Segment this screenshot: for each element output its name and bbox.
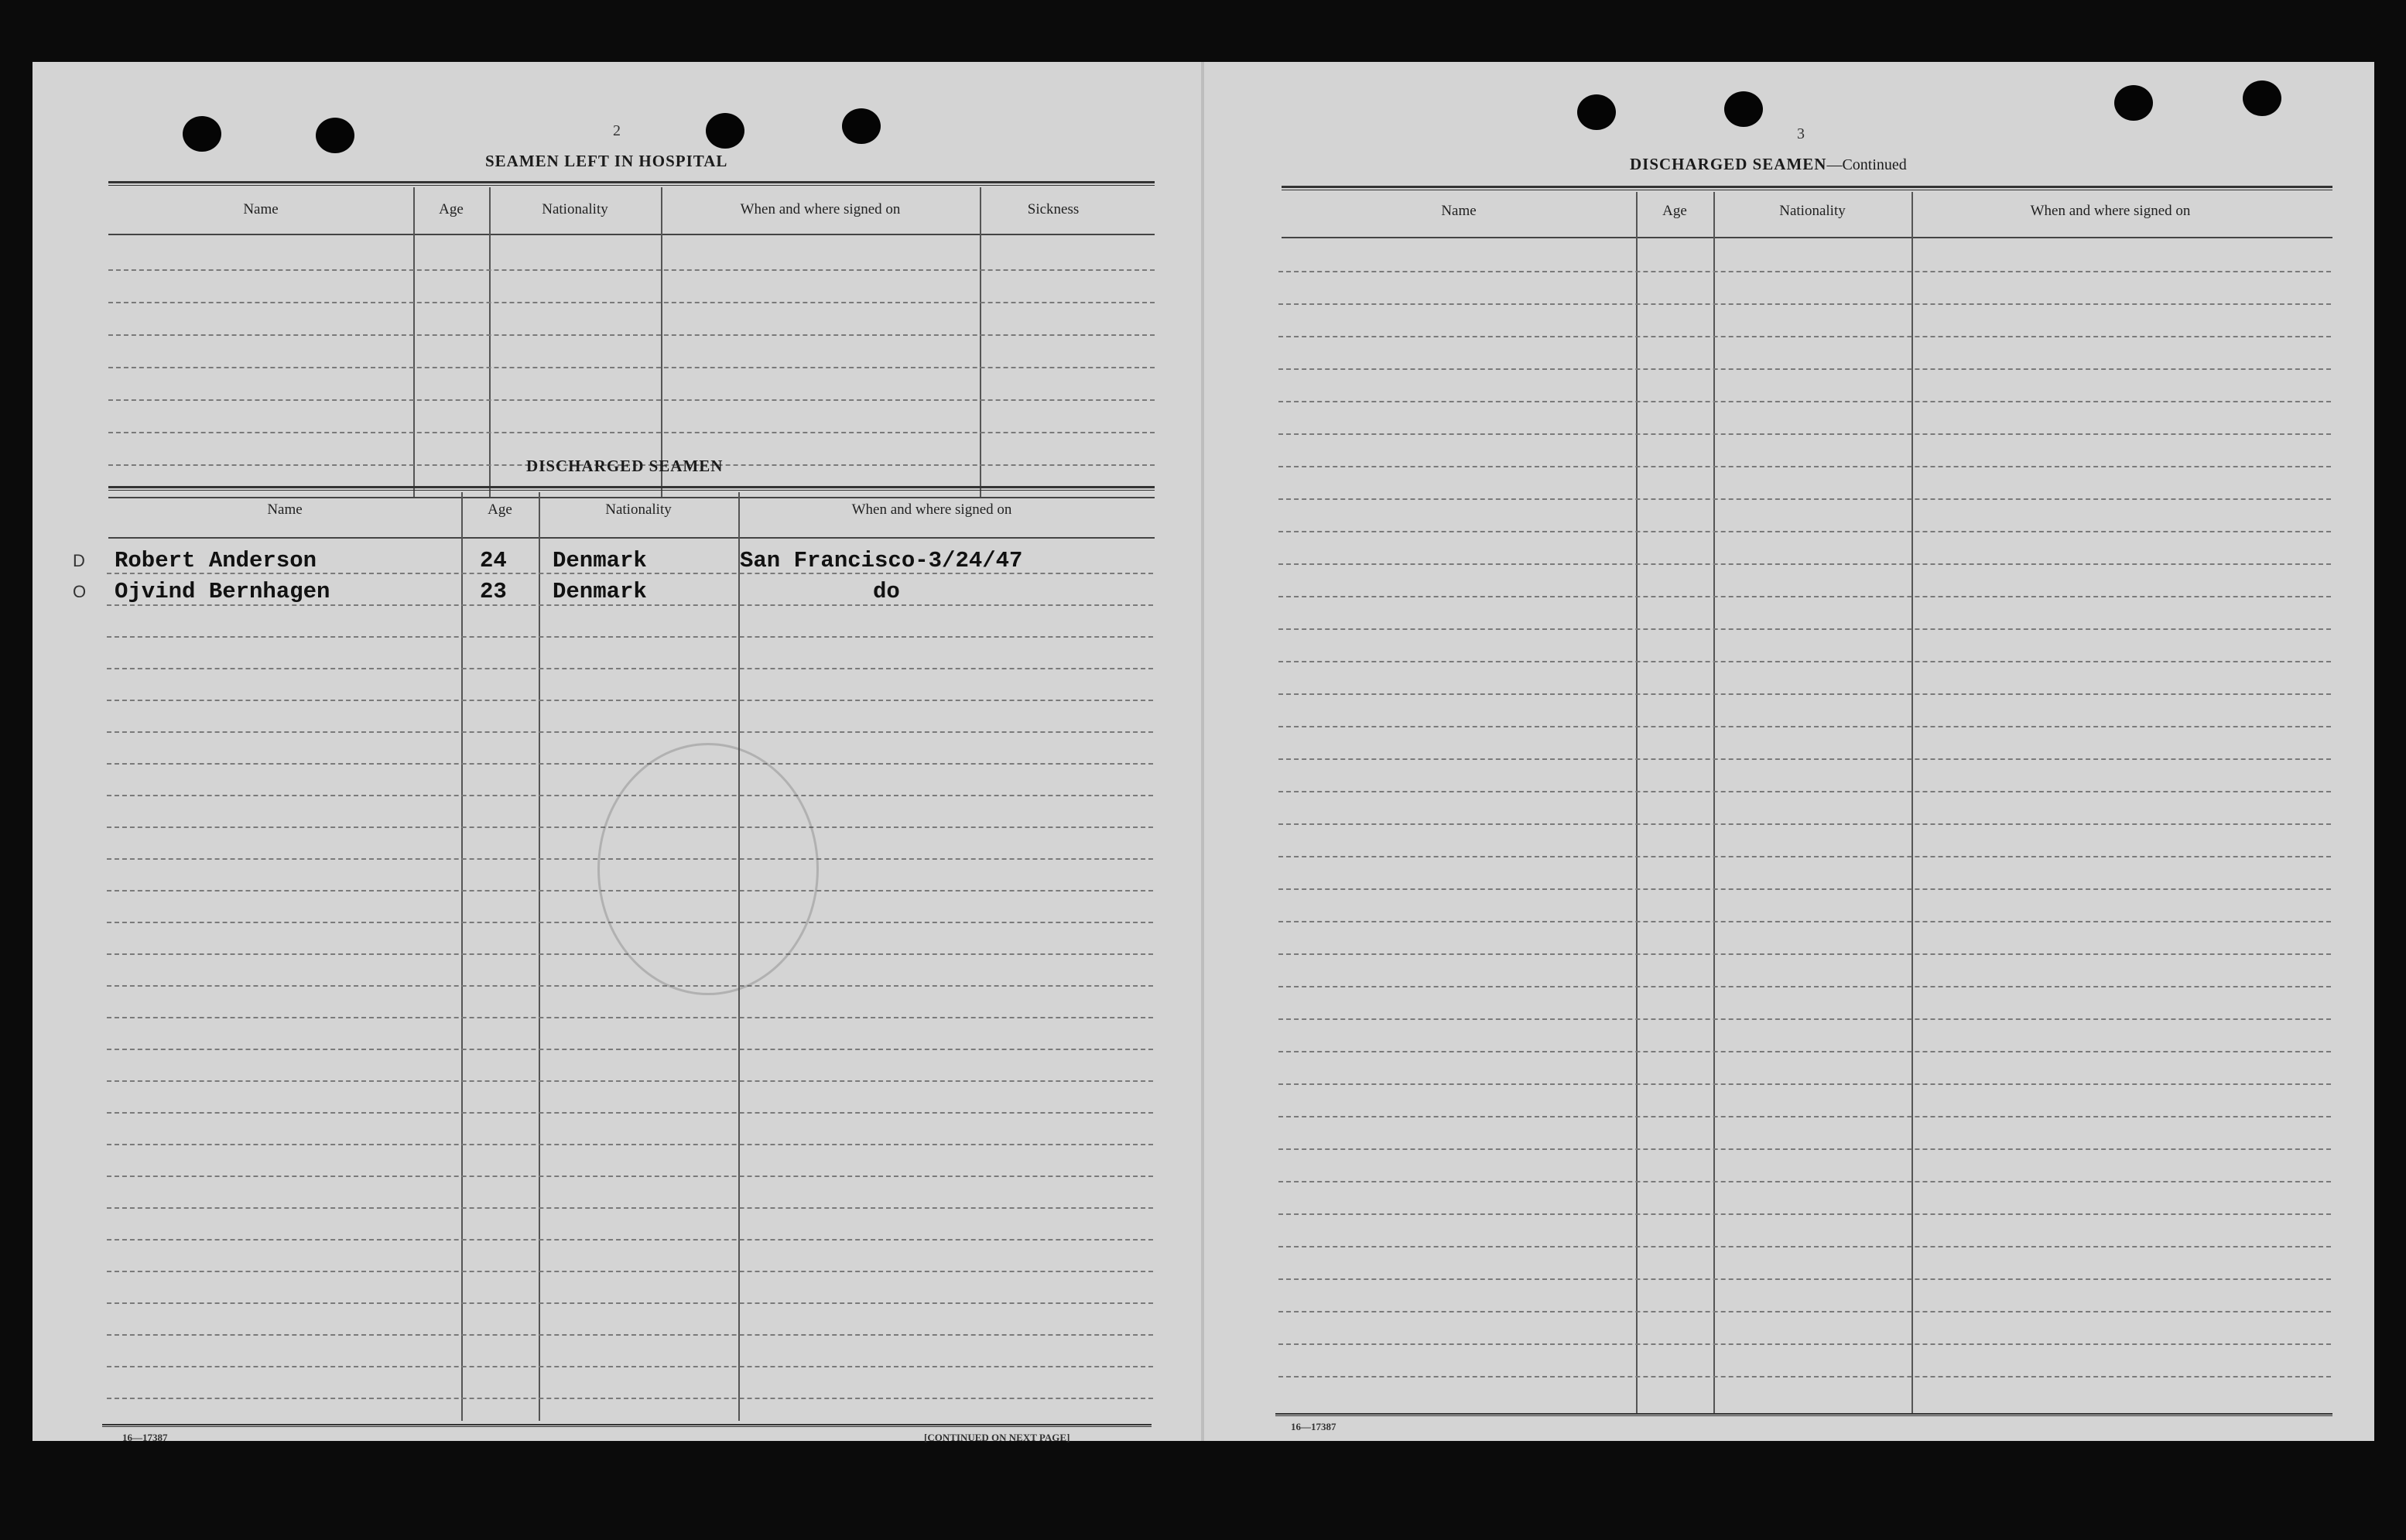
hospital-col-name: Name <box>243 201 279 217</box>
ruled-line <box>1278 1181 2331 1182</box>
row-check-mark: O <box>73 582 87 601</box>
ruled-line <box>107 1302 1153 1304</box>
discharged-divider <box>461 492 463 1421</box>
hospital-bottom-rule <box>108 497 1155 498</box>
hospital-col-sickness: Sickness <box>1027 201 1080 217</box>
ruled-line <box>1278 401 2331 402</box>
continued-title-suffix: —Continued <box>1826 156 1907 173</box>
right-col-nationality: Nationality <box>1779 203 1846 219</box>
ruled-line <box>107 636 1153 638</box>
ruled-line <box>107 1366 1153 1367</box>
punch-hole <box>706 113 744 149</box>
ruled-line <box>1278 336 2331 337</box>
ruled-line <box>1278 791 2331 792</box>
ruled-line <box>107 1017 1153 1018</box>
seaman-name: Robert Anderson <box>115 548 317 573</box>
right-header-rule <box>1282 237 2332 238</box>
ruled-line <box>1278 1343 2331 1345</box>
ruled-line <box>107 668 1153 669</box>
page-number-right: 3 <box>1797 125 1805 142</box>
ruled-line <box>107 1271 1153 1272</box>
seaman-nationality: Denmark <box>553 548 647 573</box>
ruled-line <box>1278 1278 2331 1280</box>
ruled-line <box>1278 1148 2331 1150</box>
ruled-line <box>108 432 1155 433</box>
ruled-line <box>1278 303 2331 305</box>
discharged-col-signed-on: When and where signed on <box>851 501 1012 518</box>
ruled-line <box>1278 1246 2331 1247</box>
document-sheet <box>33 62 2374 1441</box>
discharged-top-rule <box>108 486 1155 491</box>
discharged-header-rule <box>108 537 1155 539</box>
hospital-header-rule <box>108 234 1155 235</box>
punch-hole <box>183 116 221 152</box>
continued-title-main: DISCHARGED SEAMEN <box>1630 155 1827 173</box>
ruled-line <box>1278 823 2331 825</box>
seaman-age: 24 <box>480 548 507 573</box>
ruled-line <box>1278 986 2331 987</box>
ruled-line <box>1278 693 2331 695</box>
right-col-signed-on: When and where signed on <box>2030 203 2191 219</box>
seaman-name: Ojvind Bernhagen <box>115 579 330 604</box>
hospital-divider <box>980 187 981 497</box>
ruled-line <box>1278 498 2331 500</box>
ruled-line <box>1278 1051 2331 1052</box>
page-fold <box>1201 62 1204 1441</box>
ruled-line <box>1278 953 2331 955</box>
ruled-line <box>1278 1083 2331 1085</box>
ruled-line <box>107 1207 1153 1209</box>
hospital-section-title: SEAMEN LEFT IN HOSPITAL <box>485 152 728 170</box>
seaman-age: 23 <box>480 579 507 604</box>
right-col-age: Age <box>1662 203 1687 219</box>
continued-section-title <box>1630 155 1907 174</box>
ruled-line <box>107 731 1153 733</box>
faded-stamp <box>597 743 819 995</box>
ruled-line <box>107 1398 1153 1399</box>
ruled-line <box>1278 758 2331 760</box>
ruled-line <box>107 1239 1153 1241</box>
hospital-col-signed-on: When and where signed on <box>740 201 901 217</box>
seaman-signed-on: San Francisco-3/24/47 <box>740 548 1023 573</box>
punch-hole <box>842 108 881 144</box>
ruled-line <box>1278 888 2331 890</box>
ruled-line <box>108 334 1155 336</box>
discharged-col-nationality: Nationality <box>605 501 672 518</box>
ruled-line <box>107 604 1153 606</box>
ruled-line <box>1278 596 2331 597</box>
discharged-divider <box>539 492 540 1421</box>
ruled-line <box>1278 921 2331 922</box>
hospital-divider <box>413 187 415 497</box>
ruled-line <box>107 1334 1153 1336</box>
hospital-col-nationality: Nationality <box>542 201 608 217</box>
punch-hole <box>316 118 354 153</box>
punch-hole <box>1577 94 1616 130</box>
ruled-line <box>1278 433 2331 435</box>
page-number-left: 2 <box>613 122 621 139</box>
discharged-section-title: DISCHARGED SEAMEN <box>526 457 724 475</box>
ruled-line <box>1278 271 2331 272</box>
ruled-line <box>1278 726 2331 727</box>
ruled-line <box>108 269 1155 271</box>
right-col-name: Name <box>1441 203 1477 219</box>
ruled-line <box>1278 466 2331 467</box>
ruled-line <box>1278 368 2331 370</box>
ruled-line <box>1278 661 2331 662</box>
punch-hole <box>1724 91 1763 127</box>
hospital-col-age: Age <box>439 201 464 217</box>
ruled-line <box>107 1176 1153 1177</box>
hospital-divider <box>489 187 491 497</box>
ruled-line <box>108 399 1155 401</box>
ruled-line <box>1278 563 2331 565</box>
form-code-right: 16—17387 <box>1291 1421 1336 1432</box>
ruled-line <box>108 367 1155 368</box>
discharged-col-name: Name <box>267 501 303 518</box>
row-check-mark: D <box>73 551 85 570</box>
ruled-line <box>107 1049 1153 1050</box>
ruled-line <box>107 1112 1153 1114</box>
right-divider <box>1636 192 1638 1415</box>
ruled-line <box>1278 1376 2331 1377</box>
ruled-line <box>107 985 1153 987</box>
right-top-rule <box>1282 186 2332 190</box>
ruled-line <box>107 763 1153 765</box>
hospital-top-rule <box>108 181 1155 186</box>
punch-hole <box>2114 85 2153 121</box>
hospital-divider <box>661 187 662 497</box>
ruled-line <box>108 302 1155 303</box>
right-bottom-rule <box>1275 1413 2332 1416</box>
right-divider <box>1911 192 1913 1415</box>
ruled-line <box>1278 856 2331 857</box>
ruled-line <box>1278 531 2331 532</box>
ruled-line <box>107 1080 1153 1082</box>
ruled-line <box>1278 1213 2331 1215</box>
right-divider <box>1713 192 1715 1415</box>
ruled-line <box>1278 1311 2331 1312</box>
seaman-signed-on: do <box>873 579 900 604</box>
seaman-nationality: Denmark <box>553 579 647 604</box>
punch-hole <box>2243 80 2281 116</box>
ruled-line <box>1278 1018 2331 1020</box>
ruled-line <box>1278 628 2331 630</box>
discharged-col-age: Age <box>488 501 512 518</box>
left-bottom-rule <box>102 1424 1152 1427</box>
ruled-line <box>107 1144 1153 1145</box>
ruled-line <box>107 700 1153 701</box>
form-code-left: 16—17387 <box>122 1432 168 1443</box>
ruled-line <box>1278 1116 2331 1117</box>
continued-note: [CONTINUED ON NEXT PAGE] <box>924 1432 1070 1443</box>
